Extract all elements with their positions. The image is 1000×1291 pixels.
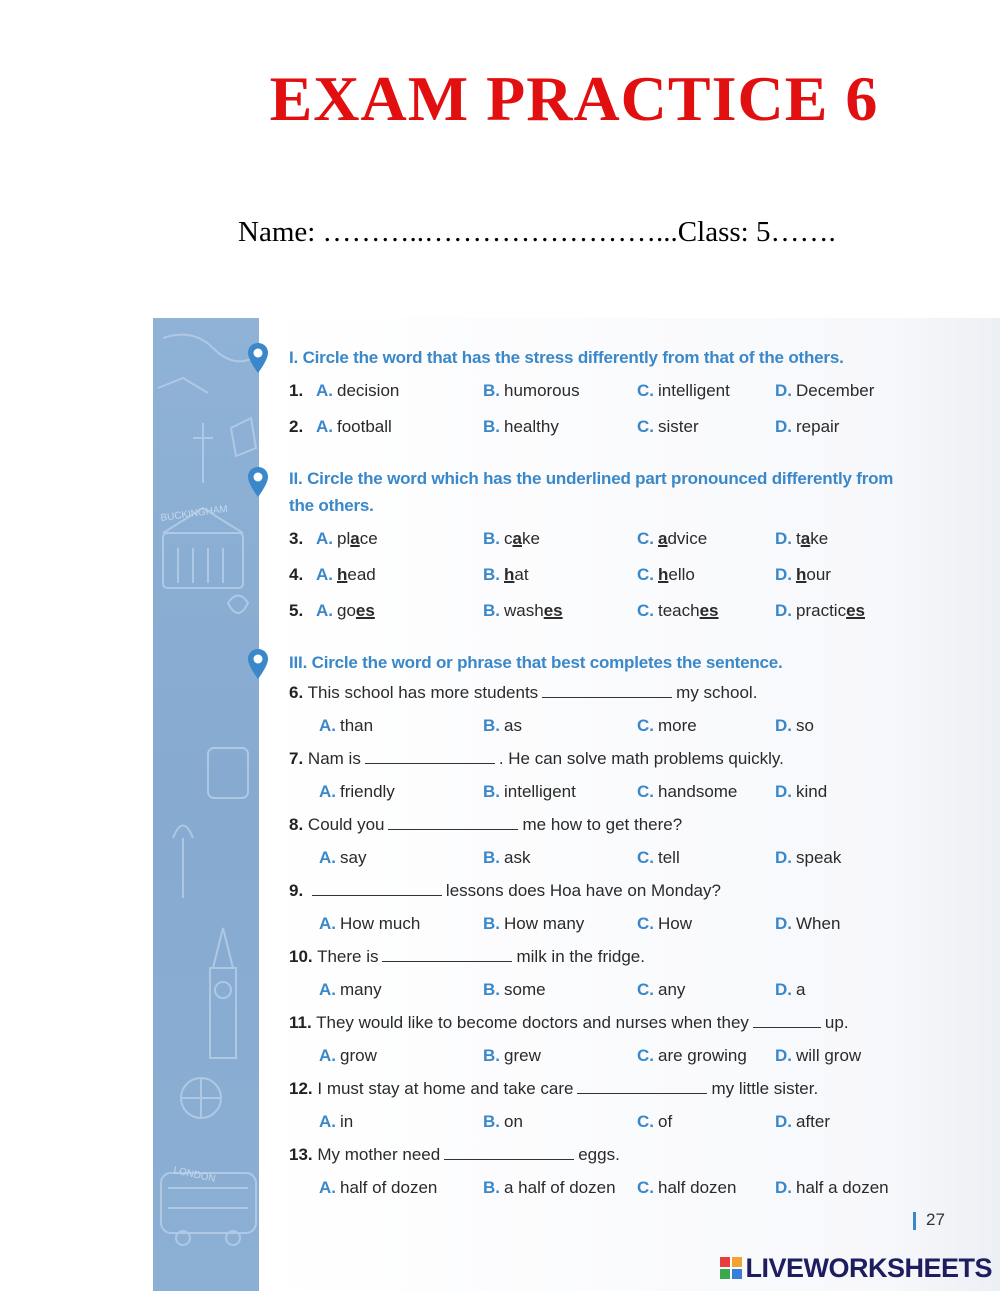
option-letter: D. — [775, 716, 792, 735]
option-letter: D. — [775, 848, 792, 867]
option-letter: C. — [637, 381, 654, 400]
mcq-sentence — [289, 683, 757, 709]
pron-question-row — [289, 601, 1000, 627]
word-part: ke — [521, 529, 540, 548]
option-letter: A. — [319, 1046, 336, 1065]
option-b[interactable] — [483, 417, 559, 437]
option-text: more — [658, 716, 697, 735]
option-text: humorous — [504, 381, 580, 400]
option-b[interactable] — [483, 848, 530, 868]
option-a[interactable] — [316, 381, 399, 401]
option-text: speak — [796, 848, 842, 867]
section-2-heading — [289, 465, 893, 519]
question-number: 7. — [289, 749, 304, 768]
word-part: ello — [668, 565, 695, 584]
option-letter: A. — [319, 782, 336, 801]
option-c[interactable] — [637, 381, 730, 401]
decorative-strip — [153, 318, 259, 1291]
option-letter: B. — [483, 716, 500, 735]
name-class-line: Name: ………..……………………...Class: 5……. — [238, 216, 836, 248]
option-text: will grow — [796, 1046, 862, 1065]
section-3-heading: III. Circle the word or phrase that best completes the sentence. — [289, 653, 783, 672]
liveworksheets-logo-icon — [720, 1257, 742, 1279]
underlined-part: h — [658, 565, 669, 584]
option-letter: A. — [319, 914, 336, 933]
sentence-before: I must stay at home and take care — [317, 1079, 574, 1098]
option-d[interactable] — [775, 1046, 861, 1066]
option-b[interactable] — [483, 1178, 616, 1198]
option-d[interactable] — [775, 782, 827, 802]
stress-question-row — [289, 381, 1000, 407]
option-letter: D. — [775, 381, 792, 400]
underlined-part: a — [512, 529, 522, 548]
option-text: any — [658, 980, 686, 999]
option-letter: D. — [775, 601, 792, 620]
mcq-question-row — [289, 848, 1000, 874]
question-number: 8. — [289, 815, 304, 834]
strip-label-bottom: LONDON — [172, 1165, 217, 1185]
option-letter: A. — [316, 381, 333, 400]
answer-blank[interactable] — [577, 1079, 707, 1094]
option-letter: C. — [637, 565, 654, 584]
sentence-before: This school has more students — [307, 683, 539, 702]
mcq-question-row — [289, 782, 1000, 808]
option-a[interactable] — [319, 848, 366, 868]
sentence-after: lessons does Hoa have on Monday? — [445, 881, 721, 900]
answer-blank[interactable] — [542, 683, 672, 698]
option-b[interactable] — [483, 980, 546, 1000]
option-text: sister — [658, 417, 699, 436]
word-part: ce — [359, 529, 378, 548]
option-b[interactable] — [483, 914, 584, 934]
underlined-part: es — [846, 601, 865, 620]
option-letter: A. — [319, 980, 336, 999]
option-text: healthy — [504, 417, 559, 436]
option-text: ask — [504, 848, 531, 867]
option-d[interactable] — [775, 848, 841, 868]
option-text: kind — [796, 782, 828, 801]
option-letter: C. — [637, 980, 654, 999]
answer-blank[interactable] — [312, 881, 442, 896]
option-letter: B. — [483, 782, 500, 801]
page-number-text: 27 — [926, 1210, 945, 1229]
option-a[interactable] — [319, 1178, 437, 1198]
answer-blank[interactable] — [382, 947, 512, 962]
option-text: a — [796, 980, 806, 999]
option-c[interactable] — [637, 1112, 672, 1132]
stress-question-row — [289, 417, 1000, 443]
option-letter: A. — [316, 565, 333, 584]
option-letter: C. — [637, 601, 654, 620]
option-letter: B. — [483, 1046, 500, 1065]
underlined-part: a — [658, 529, 668, 548]
option-letter: A. — [319, 1112, 336, 1131]
option-text: How — [658, 914, 693, 933]
option-letter: A. — [316, 417, 333, 436]
option-letter: C. — [637, 1112, 654, 1131]
underlined-part: h — [337, 565, 348, 584]
sentence-after: me how to get there? — [522, 815, 683, 834]
option-d[interactable] — [775, 565, 831, 585]
option-text: than — [340, 716, 374, 735]
option-text: in — [340, 1112, 354, 1131]
option-letter: C. — [637, 1046, 654, 1065]
option-b[interactable] — [483, 782, 576, 802]
word-part: go — [337, 601, 356, 620]
option-letter: B. — [483, 417, 500, 436]
underlined-part: es — [543, 601, 563, 620]
option-d[interactable] — [775, 980, 805, 1000]
option-d[interactable] — [775, 716, 814, 736]
option-text: half dozen — [658, 1178, 737, 1197]
option-letter: C. — [637, 782, 654, 801]
sentence-after: . He can solve math problems quickly. — [498, 749, 784, 768]
option-letter: C. — [637, 716, 654, 735]
option-b[interactable] — [483, 529, 540, 549]
option-d[interactable] — [775, 1178, 889, 1198]
option-text: decision — [337, 381, 400, 400]
option-letter: A. — [316, 601, 333, 620]
option-b[interactable] — [483, 565, 529, 585]
word-part: c — [504, 529, 513, 548]
option-c[interactable] — [637, 1046, 747, 1066]
underlined-part: a — [350, 529, 360, 548]
mcq-question-row — [289, 1178, 1000, 1204]
option-letter: B. — [483, 529, 500, 548]
option-a[interactable] — [316, 417, 392, 437]
option-letter: B. — [483, 1112, 500, 1131]
option-letter: C. — [637, 529, 654, 548]
option-text: December — [796, 381, 875, 400]
option-letter: B. — [483, 381, 500, 400]
word-part: our — [806, 565, 831, 584]
strip-label-top: BUCKINGHAM — [159, 503, 229, 524]
option-text: tell — [658, 848, 680, 867]
option-c[interactable] — [637, 565, 695, 585]
option-letter: D. — [775, 1178, 792, 1197]
underlined-part: h — [504, 565, 515, 584]
option-text: so — [796, 716, 814, 735]
answer-blank[interactable] — [388, 815, 518, 830]
option-text: as — [504, 716, 522, 735]
section-1-heading: I. Circle the word that has the stress differently from that of the others. — [289, 348, 844, 367]
option-letter: D. — [775, 417, 792, 436]
option-text: grow — [340, 1046, 377, 1065]
section-2-heading-line-1: II. Circle the word which has the underlined part pronounced differently from — [289, 469, 894, 488]
option-c[interactable] — [637, 417, 699, 437]
option-a[interactable] — [316, 529, 378, 549]
option-letter: B. — [483, 565, 500, 584]
option-text: handsome — [658, 782, 738, 801]
sentence-before: Nam is — [307, 749, 361, 768]
option-text: repair — [796, 417, 840, 436]
option-letter: D. — [775, 1112, 792, 1131]
worksheet — [153, 318, 1000, 1291]
option-b[interactable] — [483, 1112, 523, 1132]
pron-question-row — [289, 529, 1000, 555]
answer-blank[interactable] — [753, 1013, 821, 1028]
option-letter: D. — [775, 565, 792, 584]
mcq-question-row — [289, 1112, 1000, 1138]
word-part: practic — [796, 601, 847, 620]
option-text: on — [504, 1112, 523, 1131]
mcq-sentence — [289, 1079, 818, 1105]
option-letter: C. — [637, 1178, 654, 1197]
sentence-after: my little sister. — [711, 1079, 819, 1098]
underlined-part: es — [355, 601, 375, 620]
page-title: EXAM PRACTICE 6 — [269, 63, 879, 134]
pron-question-row — [289, 565, 1000, 591]
option-c[interactable] — [637, 980, 685, 1000]
option-text: How much — [340, 914, 421, 933]
word-part: pl — [337, 529, 351, 548]
option-a[interactable] — [319, 914, 420, 934]
option-letter: B. — [483, 1178, 500, 1197]
location-pin-icon — [247, 466, 269, 498]
sentence-after: milk in the fridge. — [516, 947, 645, 966]
option-d[interactable] — [775, 914, 840, 934]
word-part: ead — [347, 565, 376, 584]
sentence-before: Could you — [307, 815, 385, 834]
mcq-question-row — [289, 914, 1000, 940]
underlined-part: h — [796, 565, 807, 584]
question-number: 4. — [289, 565, 304, 584]
option-text: say — [340, 848, 367, 867]
option-c[interactable] — [637, 1178, 736, 1198]
option-text: are growing — [658, 1046, 747, 1065]
option-text: half of dozen — [340, 1178, 438, 1197]
brand-name: LIVEWORKSHEETS — [745, 1253, 992, 1283]
option-c[interactable] — [637, 782, 737, 802]
question-number: 6. — [289, 683, 304, 702]
option-a[interactable] — [319, 980, 382, 1000]
word-part: t — [796, 529, 801, 548]
option-d[interactable] — [775, 417, 839, 437]
mcq-question-row — [289, 1046, 1000, 1072]
option-letter: C. — [637, 848, 654, 867]
mcq-sentence — [289, 749, 784, 775]
sentence-after: up. — [824, 1013, 849, 1032]
option-c[interactable] — [637, 914, 692, 934]
option-text: grew — [504, 1046, 541, 1065]
option-a[interactable] — [319, 1112, 353, 1132]
question-number: 1. — [289, 381, 304, 400]
answer-blank[interactable] — [444, 1145, 574, 1160]
word-part: ke — [810, 529, 829, 548]
mcq-question-row — [289, 980, 1000, 1006]
question-number: 12. — [289, 1079, 313, 1098]
option-text: When — [796, 914, 841, 933]
option-c[interactable] — [637, 529, 707, 549]
option-letter: B. — [483, 980, 500, 999]
option-text: intelligent — [504, 782, 576, 801]
word-part: dvice — [667, 529, 708, 548]
option-letter: A. — [319, 848, 336, 867]
option-letter: D. — [775, 1046, 792, 1065]
option-text: football — [337, 417, 392, 436]
option-text: of — [658, 1112, 673, 1131]
option-letter: B. — [483, 914, 500, 933]
sentence-before: There is — [317, 947, 379, 966]
underlined-part: es — [699, 601, 719, 620]
page-number — [913, 1210, 945, 1230]
option-d[interactable] — [775, 601, 865, 621]
location-pin-icon — [247, 342, 269, 374]
option-letter: A. — [319, 1178, 336, 1197]
option-b[interactable] — [483, 601, 563, 621]
option-letter: D. — [775, 782, 792, 801]
underlined-part: a — [800, 529, 811, 548]
option-c[interactable] — [637, 848, 680, 868]
answer-blank[interactable] — [365, 749, 495, 764]
option-d[interactable] — [775, 1112, 830, 1132]
option-b[interactable] — [483, 381, 580, 401]
sentence-before: They would like to become doctors and nurses when they — [316, 1013, 749, 1032]
option-text: friendly — [340, 782, 395, 801]
option-text: many — [340, 980, 382, 999]
option-letter: C. — [637, 914, 654, 933]
option-a[interactable] — [319, 716, 373, 736]
option-c[interactable] — [637, 716, 697, 736]
mcq-sentence — [289, 947, 645, 973]
option-letter: B. — [483, 601, 500, 620]
option-text: after — [796, 1112, 831, 1131]
option-b[interactable] — [483, 716, 522, 736]
option-b[interactable] — [483, 1046, 541, 1066]
question-number: 11. — [289, 1013, 312, 1032]
sentence-before: My mother need — [317, 1145, 441, 1164]
word-part: teach — [658, 601, 700, 620]
option-letter: D. — [775, 529, 792, 548]
mcq-question-row — [289, 716, 1000, 742]
question-number: 9. — [289, 881, 304, 900]
option-text: How many — [504, 914, 585, 933]
mcq-sentence — [289, 1145, 620, 1171]
option-c[interactable] — [637, 601, 719, 621]
option-text: intelligent — [658, 381, 730, 400]
option-a[interactable] — [319, 1046, 377, 1066]
option-letter: A. — [319, 716, 336, 735]
option-letter: D. — [775, 980, 792, 999]
question-number: 10. — [289, 947, 313, 966]
option-letter: D. — [775, 914, 792, 933]
option-letter: A. — [316, 529, 333, 548]
question-number: 3. — [289, 529, 304, 548]
page-number-bar — [913, 1212, 916, 1230]
option-text: some — [504, 980, 546, 999]
london-doodles-icon — [153, 318, 259, 1291]
mcq-sentence — [289, 815, 682, 841]
sentence-after: my school. — [676, 683, 758, 702]
question-number: 13. — [289, 1145, 313, 1164]
mcq-sentence — [289, 1013, 849, 1039]
sentence-after: eggs. — [578, 1145, 620, 1164]
location-pin-icon — [247, 648, 269, 680]
option-letter: B. — [483, 848, 500, 867]
mcq-sentence — [289, 881, 721, 907]
option-text: a half of dozen — [504, 1178, 616, 1197]
option-a[interactable] — [316, 601, 375, 621]
option-d[interactable] — [775, 381, 874, 401]
question-number: 5. — [289, 601, 304, 620]
option-d[interactable] — [775, 529, 828, 549]
option-letter: C. — [637, 417, 654, 436]
question-number: 2. — [289, 417, 304, 436]
brand-logo — [720, 1253, 992, 1284]
word-part: wash — [504, 601, 544, 620]
option-a[interactable] — [316, 565, 376, 585]
option-a[interactable] — [319, 782, 395, 802]
word-part: at — [514, 565, 529, 584]
section-2-heading-line-2: the others. — [289, 496, 374, 515]
option-text: half a dozen — [796, 1178, 889, 1197]
